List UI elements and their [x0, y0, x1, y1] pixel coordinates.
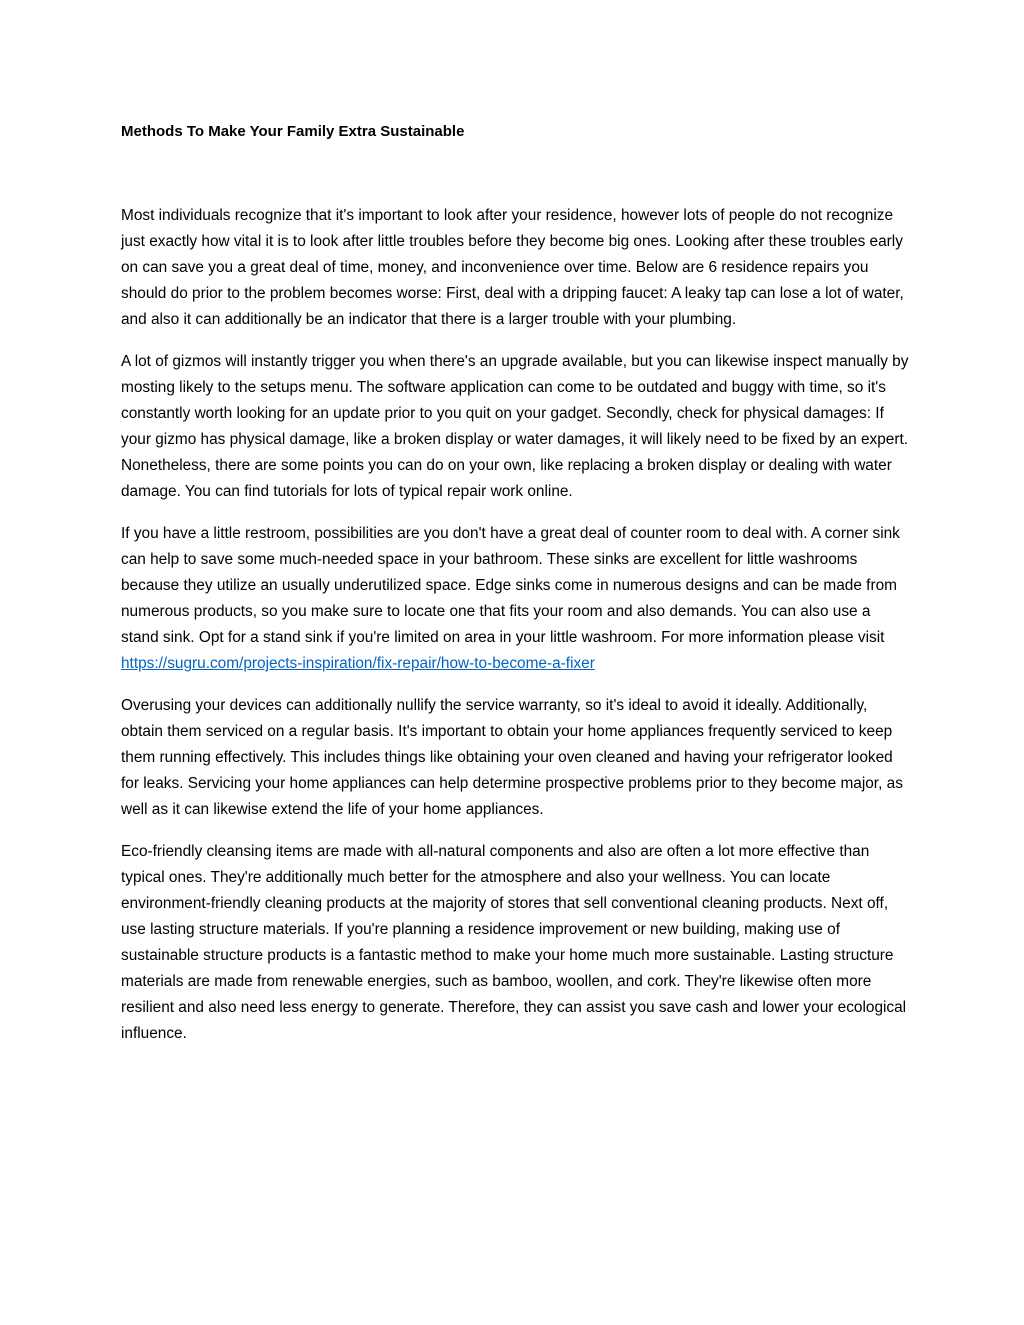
fixer-link[interactable]: https://sugru.com/projects-inspiration/fix-repair/how-to-become-a-fixer — [121, 655, 595, 672]
paragraph-1: Most individuals recognize that it's important to look after your residence, however lots of people do not recognize just exactly how vital it is to look after little troubles before they become big ones. Looking after these troubles early on can save you a great deal of time, money, and inconvenience over time. Below are 6 residence repairs you should do prior to the problem becomes worse: First, deal with a dripping faucet: A leaky tap can lose a lot of water, and also it can additionally be an indicator that there is a larger trouble with your plumbing. — [121, 207, 904, 328]
paragraph-4: Overusing your devices can additionally nullify the service warranty, so it's ideal to avoid it ideally. Additionally, obtain them serviced on a regular basis. It's important to obtain your home appliances frequently serviced to keep them running effectively. This includes things like obtaining your oven cleaned and having your refrigerator looked for leaks. Servicing your home appliances can help determine prospective problems prior to they become major, as well as it can likewise extend the life of your home appliances. — [121, 697, 903, 818]
document-title: Methods To Make Your Family Extra Sustainable — [121, 123, 465, 140]
paragraph-3-text: If you have a little restroom, possibilities are you don't have a great deal of counter room to deal with. A corner sink can help to save some much-needed space in your bathroom. These sinks are excellent for little washrooms because they utilize an usually underutilized space. Edge sinks come in numerous designs and can be made from numerous products, so you make sure to locate one that fits your room and also demands. You can also use a stand sink. Opt for a stand sink if you're limited on area in your little washroom. For more information please visit — [121, 525, 900, 646]
document-body — [121, 203, 911, 1063]
paragraph-5: Eco-friendly cleansing items are made with all-natural components and also are often a lot more effective than typical ones. They're additionally much better for the atmosphere and also your wellness. You can locate environment-friendly cleaning products at the majority of stores that sell conventional cleaning products. Next off, use lasting structure materials. If you're planning a residence improvement or new building, making use of sustainable structure products is a fantastic method to make your home much more sustainable. Lasting structure materials are made from renewable energies, such as bamboo, woollen, and cork. They're likewise often more resilient and also need less energy to generate. Therefore, they can assist you save cash and lower your ecological influence. — [121, 843, 907, 1042]
paragraph-2: A lot of gizmos will instantly trigger you when there's an upgrade available, but you can likewise inspect manually by mosting likely to the setups menu. The software application can come to be outdated and buggy with time, so it's constantly worth looking for an update prior to you quit on your gadget. Secondly, check for physical damages: If your gizmo has physical damage, like a broken display or water damages, it will likely need to be fixed by an expert. Nonetheless, there are some points you can do on your own, like replacing a broken display or dealing with water damage. You can find tutorials for lots of typical repair work online. — [121, 353, 909, 500]
paragraph-3 — [121, 521, 911, 677]
